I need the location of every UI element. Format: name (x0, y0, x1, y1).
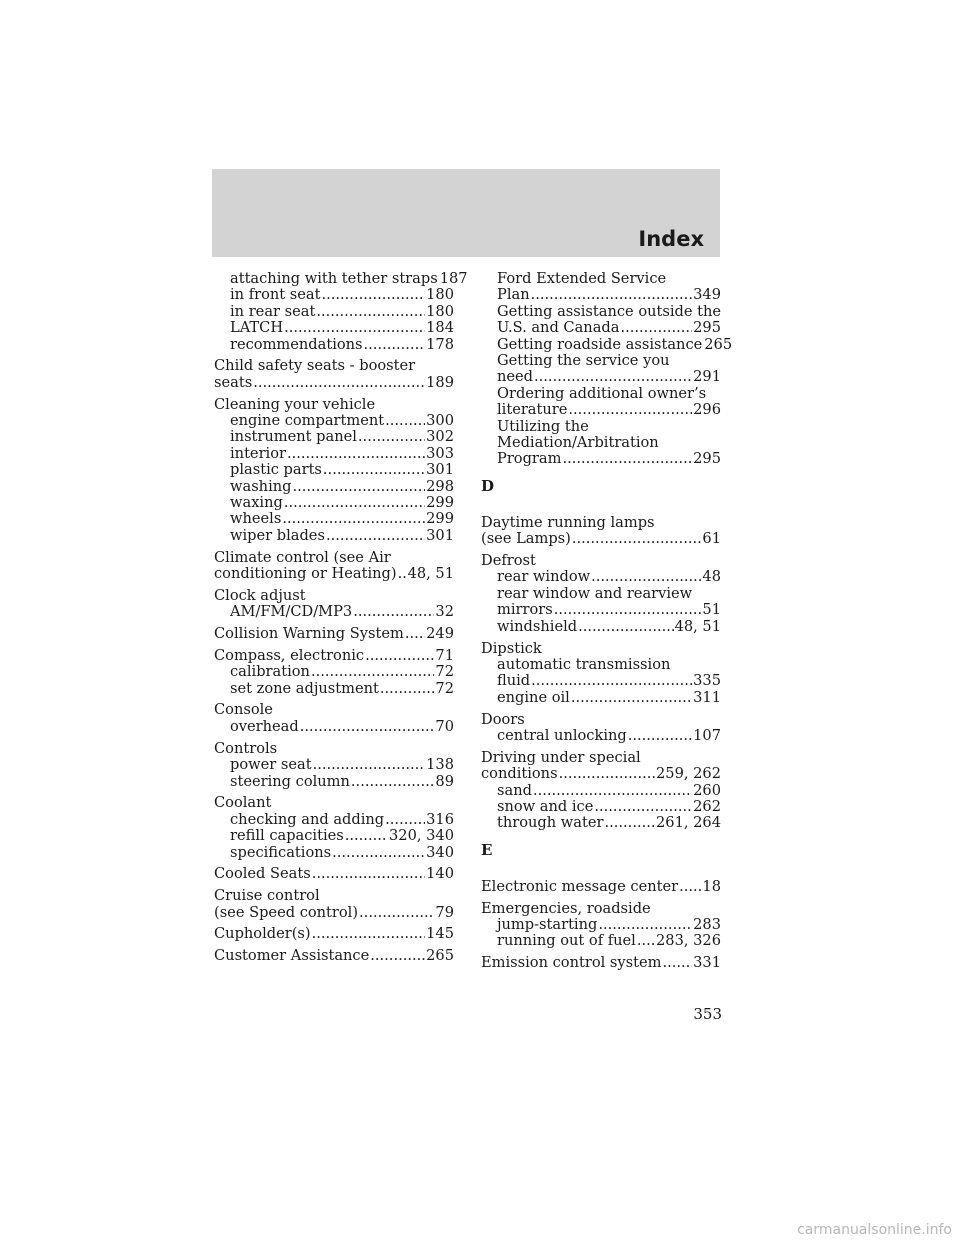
entry-text: Ordering additional owner’s (497, 384, 707, 402)
entry-text: conditions (481, 765, 558, 783)
entry-text: recommendations (230, 335, 363, 353)
entry-text: waxing (230, 494, 283, 512)
index-entry (214, 270, 468, 353)
index-subentry (214, 511, 454, 527)
index-term (214, 397, 454, 413)
index-term (214, 358, 454, 374)
dot-leader (531, 673, 692, 689)
entry-text: power seat (230, 756, 312, 774)
dot-leader (571, 690, 692, 706)
dot-leader (284, 320, 425, 336)
dot-leader (359, 905, 434, 921)
entry-text: sand (497, 781, 532, 799)
index-subentry (214, 320, 454, 336)
index-subentry (481, 917, 721, 933)
entry-text: Cooled Seats (214, 865, 311, 883)
index-subentry (214, 604, 454, 620)
entry-text: Plan (497, 286, 530, 304)
index-term (481, 955, 721, 971)
index-term (481, 766, 721, 782)
index-term (214, 588, 454, 604)
index-subentry (481, 690, 721, 706)
index-term (481, 641, 721, 657)
entry-text: in front seat (230, 286, 321, 304)
index-subentry (214, 446, 454, 462)
entry-text: literature (497, 401, 568, 419)
index-subentry (481, 586, 721, 602)
entry-text: washing (230, 477, 292, 495)
index-subentry (481, 933, 721, 949)
page-reference: 260 (693, 781, 721, 799)
entry-text: need (497, 368, 534, 386)
entry-text: seats (214, 373, 253, 391)
index-subentry (481, 335, 733, 353)
entry-text: jump-starting (497, 915, 598, 933)
entry-text: fluid (497, 672, 531, 690)
index-subentry (481, 353, 721, 369)
entry-text: Console (214, 701, 273, 719)
index-term (481, 901, 721, 917)
page-reference: 32 (435, 603, 454, 621)
index-subentry (214, 495, 454, 511)
entry-text: Emission control system (481, 954, 662, 972)
index-subentry (481, 783, 721, 799)
entry-text: instrument panel (230, 428, 357, 446)
page-reference: 249 (426, 625, 454, 643)
index-term (214, 866, 454, 882)
page-title: Index (638, 227, 704, 251)
index-subentry (214, 429, 454, 445)
page-reference: 301 (426, 461, 454, 479)
entry-text: mirrors (497, 601, 553, 619)
index-subentry (481, 673, 721, 689)
entry-text: Program (497, 450, 562, 468)
dot-leader (282, 511, 425, 527)
entry-text: checking and adding (230, 810, 385, 828)
page-reference: 187 (439, 270, 468, 287)
index-entry (214, 588, 454, 621)
entry-text: Emergencies, roadside (481, 899, 651, 917)
dot-leader (380, 681, 435, 697)
index-subentry (481, 815, 721, 831)
dot-leader (637, 933, 655, 949)
entry-text: Cupholder(s) (214, 925, 311, 943)
index-entry (214, 888, 454, 921)
index-entry (214, 866, 454, 882)
dot-leader (662, 955, 692, 971)
index-column-left (214, 270, 468, 970)
index-entry (481, 901, 721, 950)
index-entry (481, 955, 721, 971)
page-reference: 283, 326 (656, 932, 721, 950)
entry-text: steering column (230, 772, 350, 790)
entry-text: Daytime running lamps (481, 513, 655, 531)
section-letter: D (481, 476, 495, 495)
index-term (214, 905, 454, 921)
entry-text: U.S. and Canada (497, 319, 620, 337)
index-entry (481, 515, 721, 548)
entry-text: Compass, electronic (214, 646, 365, 664)
index-subentry (481, 451, 721, 467)
index-subentry (214, 337, 454, 353)
page-reference: 316 (426, 810, 454, 828)
entry-text: Getting assistance outside the (497, 302, 722, 320)
dot-leader (598, 917, 692, 933)
page-reference: 335 (693, 672, 721, 690)
entry-text: Getting the service you (497, 352, 670, 370)
dot-leader (287, 446, 425, 462)
dot-leader (312, 926, 426, 942)
page-reference: 89 (435, 772, 454, 790)
index-term (481, 879, 721, 895)
page-reference: 303 (426, 444, 454, 462)
entry-text: Mediation/Arbitration (497, 434, 659, 452)
index-term (481, 712, 721, 728)
dot-leader (311, 664, 434, 680)
page-reference: 265 (704, 335, 733, 353)
index-entry (214, 358, 454, 391)
page-reference: 298 (426, 477, 454, 495)
dot-leader (253, 375, 425, 391)
index-term (214, 375, 454, 391)
dot-leader (364, 337, 426, 353)
index-subentry (481, 287, 721, 303)
dot-leader (321, 287, 425, 303)
index-subentry (481, 602, 721, 618)
dot-leader (594, 799, 692, 815)
entry-text: Child safety seats - booster (214, 357, 416, 375)
page-reference: 51 (702, 601, 721, 619)
entry-text: engine compartment (230, 412, 385, 430)
page-reference: 295 (693, 319, 721, 337)
entry-text: rear window and rearview (497, 584, 693, 602)
entry-text: central unlocking (497, 726, 627, 744)
index-subentry (481, 320, 721, 336)
page-reference: 184 (426, 319, 454, 337)
entry-text: LATCH (230, 319, 284, 337)
entry-text: snow and ice (497, 797, 594, 815)
index-term (214, 926, 454, 942)
dot-leader (313, 757, 426, 773)
index-subentry (214, 828, 454, 844)
dot-leader (385, 812, 425, 828)
index-subentry (481, 402, 721, 418)
index-subentry (481, 728, 721, 744)
page-reference: 261, 264 (656, 814, 721, 832)
entry-text: Ford Extended Service (497, 270, 667, 287)
dot-leader (578, 619, 673, 635)
index-subentry (214, 681, 454, 697)
dot-leader (345, 828, 388, 844)
index-term (481, 531, 721, 547)
entry-text: Getting roadside assistance (497, 335, 703, 353)
index-subentry (214, 462, 454, 478)
index-term (481, 750, 721, 766)
entry-text: (see Speed control) (214, 903, 359, 921)
entry-text: automatic transmission (497, 655, 671, 673)
entry-text: in rear seat (230, 302, 316, 320)
entry-text: Controls (214, 739, 278, 757)
entry-text: overhead (230, 717, 299, 735)
index-term (214, 566, 454, 582)
page-reference: 301 (426, 526, 454, 544)
entry-text: conditioning or Heating) (214, 565, 397, 583)
page-reference: 70 (435, 717, 454, 735)
index-subentry (481, 569, 721, 585)
index-subentry (214, 845, 454, 861)
dot-leader (562, 451, 692, 467)
index-entry (214, 948, 454, 964)
page-reference: 140 (426, 865, 454, 883)
dot-leader (316, 304, 425, 320)
watermark: carmanualsonline.info (797, 1222, 952, 1238)
index-subentry (214, 413, 454, 429)
index-subentry (214, 719, 454, 735)
entry-text: Customer Assistance (214, 947, 370, 965)
dot-leader (365, 648, 434, 664)
index-subentry (481, 435, 721, 451)
index-subentry (214, 287, 454, 303)
page-reference: 180 (426, 286, 454, 304)
index-entry (214, 702, 454, 735)
page-reference: 79 (435, 903, 454, 921)
entry-text: Driving under special (481, 748, 641, 766)
dot-leader (284, 495, 425, 511)
page-reference: 302 (426, 428, 454, 446)
index-column-right (481, 270, 733, 977)
entry-text: Dipstick (481, 639, 542, 657)
entry-text: attaching with tether straps (230, 270, 438, 287)
dot-leader (679, 879, 701, 895)
entry-text: running out of fuel (497, 932, 636, 950)
page-reference: 331 (693, 954, 721, 972)
index-entry (214, 795, 454, 861)
page-reference: 296 (693, 401, 721, 419)
index-subentry (214, 664, 454, 680)
page-reference: 178 (426, 335, 454, 353)
dot-leader (559, 766, 655, 782)
page-reference: 61 (702, 530, 721, 548)
index-subentry (481, 657, 721, 673)
section-letter: E (481, 840, 493, 859)
page-reference: 48, 51 (407, 565, 454, 583)
entry-text: Collision Warning System (214, 625, 404, 643)
dot-leader (405, 626, 425, 642)
index-subentry (481, 619, 721, 635)
page-number: 353 (693, 1005, 722, 1023)
index-subentry (481, 386, 721, 402)
index-entry (481, 553, 721, 635)
index-term (481, 515, 721, 531)
entry-text: Cleaning your vehicle (214, 395, 376, 413)
entry-text: set zone adjustment (230, 679, 379, 697)
entry-text: Clock adjust (214, 586, 306, 604)
index-term (214, 888, 454, 904)
entry-text: Defrost (481, 552, 536, 570)
index-subentry (214, 757, 454, 773)
entry-text: wiper blades (230, 526, 325, 544)
dot-leader (554, 602, 702, 618)
index-term (481, 553, 721, 569)
entry-text: plastic parts (230, 461, 322, 479)
page-reference: 71 (435, 646, 454, 664)
index-subentry (214, 528, 454, 544)
entry-text: AM/FM/CD/MP3 (230, 603, 353, 621)
index-term (214, 948, 454, 964)
index-term (214, 702, 454, 718)
page-reference: 262 (693, 797, 721, 815)
index-term (214, 550, 454, 566)
index-term (214, 626, 454, 642)
dot-leader (370, 948, 425, 964)
page-reference: 299 (426, 494, 454, 512)
index-entry (214, 648, 454, 697)
page-reference: 259, 262 (656, 765, 721, 783)
entry-text: (see Lamps) (481, 530, 571, 548)
page-reference: 138 (426, 756, 454, 774)
entry-text: through water (497, 814, 604, 832)
dot-leader (326, 528, 425, 544)
entry-text: calibration (230, 663, 310, 681)
index-subentry (481, 304, 721, 320)
index-entry (481, 270, 733, 468)
index-subentry (481, 369, 721, 385)
index-subentry (214, 304, 454, 320)
page-reference: 311 (693, 688, 721, 706)
page-reference: 340 (426, 843, 454, 861)
page-reference: 320, 340 (389, 827, 454, 845)
index-entry (481, 712, 721, 745)
entry-text: engine oil (497, 688, 570, 706)
dot-leader (531, 287, 693, 303)
dot-leader (353, 604, 434, 620)
dot-leader (312, 866, 425, 882)
dot-leader (300, 719, 435, 735)
entry-text: windshield (497, 617, 578, 635)
page-reference: 48 (702, 568, 721, 586)
entry-text: specifications (230, 843, 332, 861)
index-subentry (214, 812, 454, 828)
entry-text: Utilizing the (497, 417, 589, 435)
index-entry (214, 397, 454, 545)
index-term (214, 648, 454, 664)
dot-leader (572, 531, 702, 547)
page-reference: 349 (693, 286, 721, 304)
dot-leader (385, 413, 425, 429)
page-reference: 265 (426, 947, 454, 965)
dot-leader (323, 462, 425, 478)
index-term (214, 795, 454, 811)
index-subentry (481, 271, 721, 287)
entry-text: interior (230, 444, 286, 462)
index-subentry (214, 479, 454, 495)
dot-leader (332, 845, 425, 861)
dot-leader (293, 479, 426, 495)
index-subentry (481, 799, 721, 815)
dot-leader (591, 569, 701, 585)
page-reference: 299 (426, 510, 454, 528)
index-entry (481, 641, 721, 707)
page-reference: 189 (426, 373, 454, 391)
entry-text: Climate control (see Air (214, 548, 391, 566)
index-subentry (214, 270, 468, 287)
index-entry (214, 550, 454, 583)
page-reference: 291 (693, 368, 721, 386)
dot-leader (620, 320, 692, 336)
page-reference: 48, 51 (674, 617, 721, 635)
page-reference: 300 (426, 412, 454, 430)
index-entry (214, 926, 454, 942)
page-reference: 107 (693, 726, 721, 744)
index-entry (214, 741, 454, 790)
entry-text: Doors (481, 710, 525, 728)
dot-leader (568, 402, 692, 418)
entry-text: wheels (230, 510, 282, 528)
page-reference: 145 (426, 925, 454, 943)
page-reference: 283 (693, 915, 721, 933)
header-band (212, 169, 720, 257)
dot-leader (351, 774, 435, 790)
page-reference: 72 (435, 679, 454, 697)
index-entry (481, 879, 721, 895)
index-entry (214, 626, 454, 642)
entry-text: Electronic message center (481, 877, 679, 895)
dot-leader (628, 728, 692, 744)
index-subentry (214, 774, 454, 790)
dot-leader (604, 815, 655, 831)
page-reference: 180 (426, 302, 454, 320)
entry-text: refill capacities (230, 827, 344, 845)
page-reference: 72 (435, 663, 454, 681)
dot-leader (398, 566, 407, 582)
page-reference: 295 (693, 450, 721, 468)
index-term (214, 741, 454, 757)
page-reference: 18 (702, 877, 721, 895)
entry-text: Cruise control (214, 887, 320, 905)
dot-leader (358, 429, 425, 445)
entry-text: rear window (497, 568, 591, 586)
entry-text: Coolant (214, 794, 272, 812)
dot-leader (533, 783, 692, 799)
dot-leader (534, 369, 692, 385)
index-subentry (481, 419, 721, 435)
index-entry (481, 750, 721, 832)
